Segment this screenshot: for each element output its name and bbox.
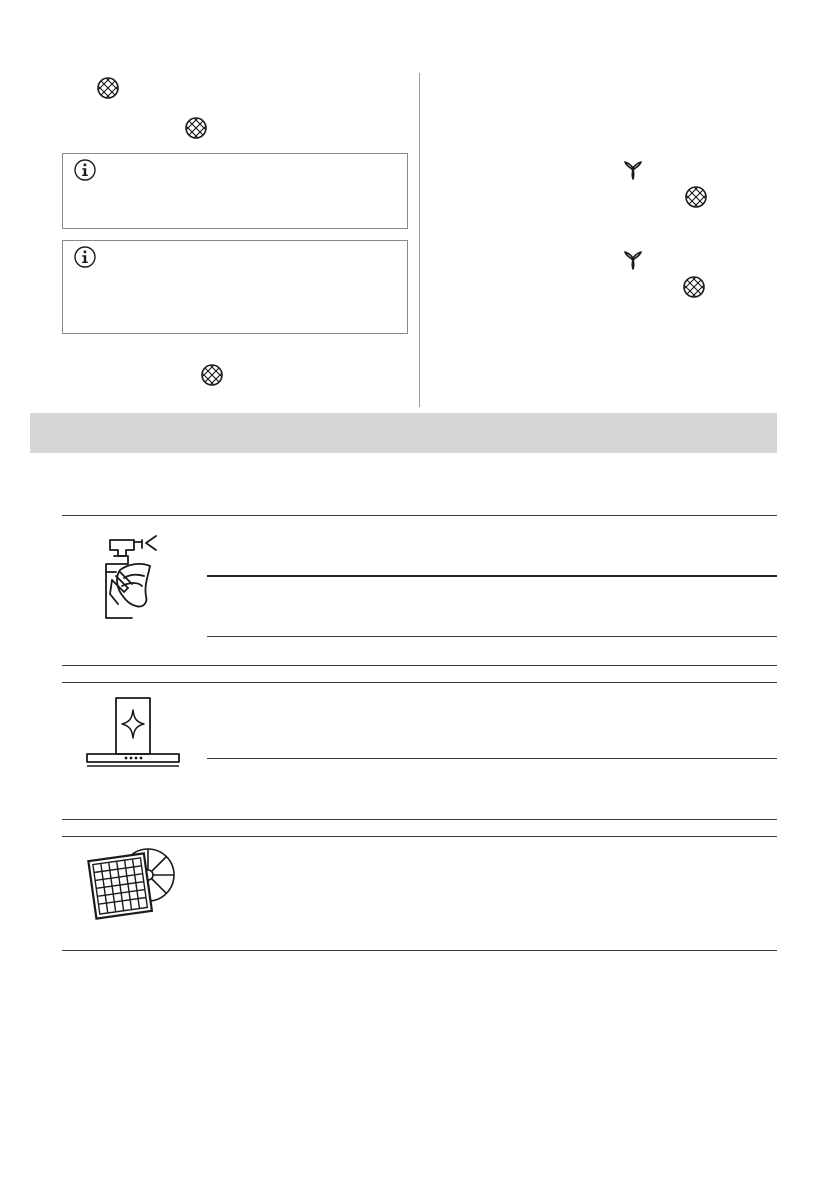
filter-icon	[682, 275, 706, 299]
filter-icon	[684, 185, 708, 209]
table-inner-rule	[207, 758, 777, 759]
info-note-box	[62, 240, 408, 334]
table-rule	[62, 515, 777, 516]
table-rule	[62, 950, 777, 951]
spray-and-cloth-icon	[98, 534, 160, 622]
filter-icon	[96, 76, 120, 100]
grease-and-carbon-filter-icon	[86, 845, 176, 925]
fan-icon	[621, 247, 645, 271]
info-icon	[73, 245, 97, 269]
fan-icon	[621, 157, 645, 181]
info-icon	[73, 158, 97, 182]
table-inner-rule	[207, 636, 777, 637]
section-title-band	[30, 413, 777, 453]
filter-icon	[184, 116, 208, 140]
filter-icon	[200, 363, 224, 387]
table-rule	[62, 836, 777, 837]
table-rule	[62, 682, 777, 683]
table-rule	[62, 819, 777, 820]
info-note-box	[62, 153, 408, 229]
column-divider	[419, 73, 420, 407]
cooker-hood-shine-icon	[84, 696, 182, 772]
table-rule	[62, 665, 777, 666]
table-inner-rule	[207, 575, 777, 577]
